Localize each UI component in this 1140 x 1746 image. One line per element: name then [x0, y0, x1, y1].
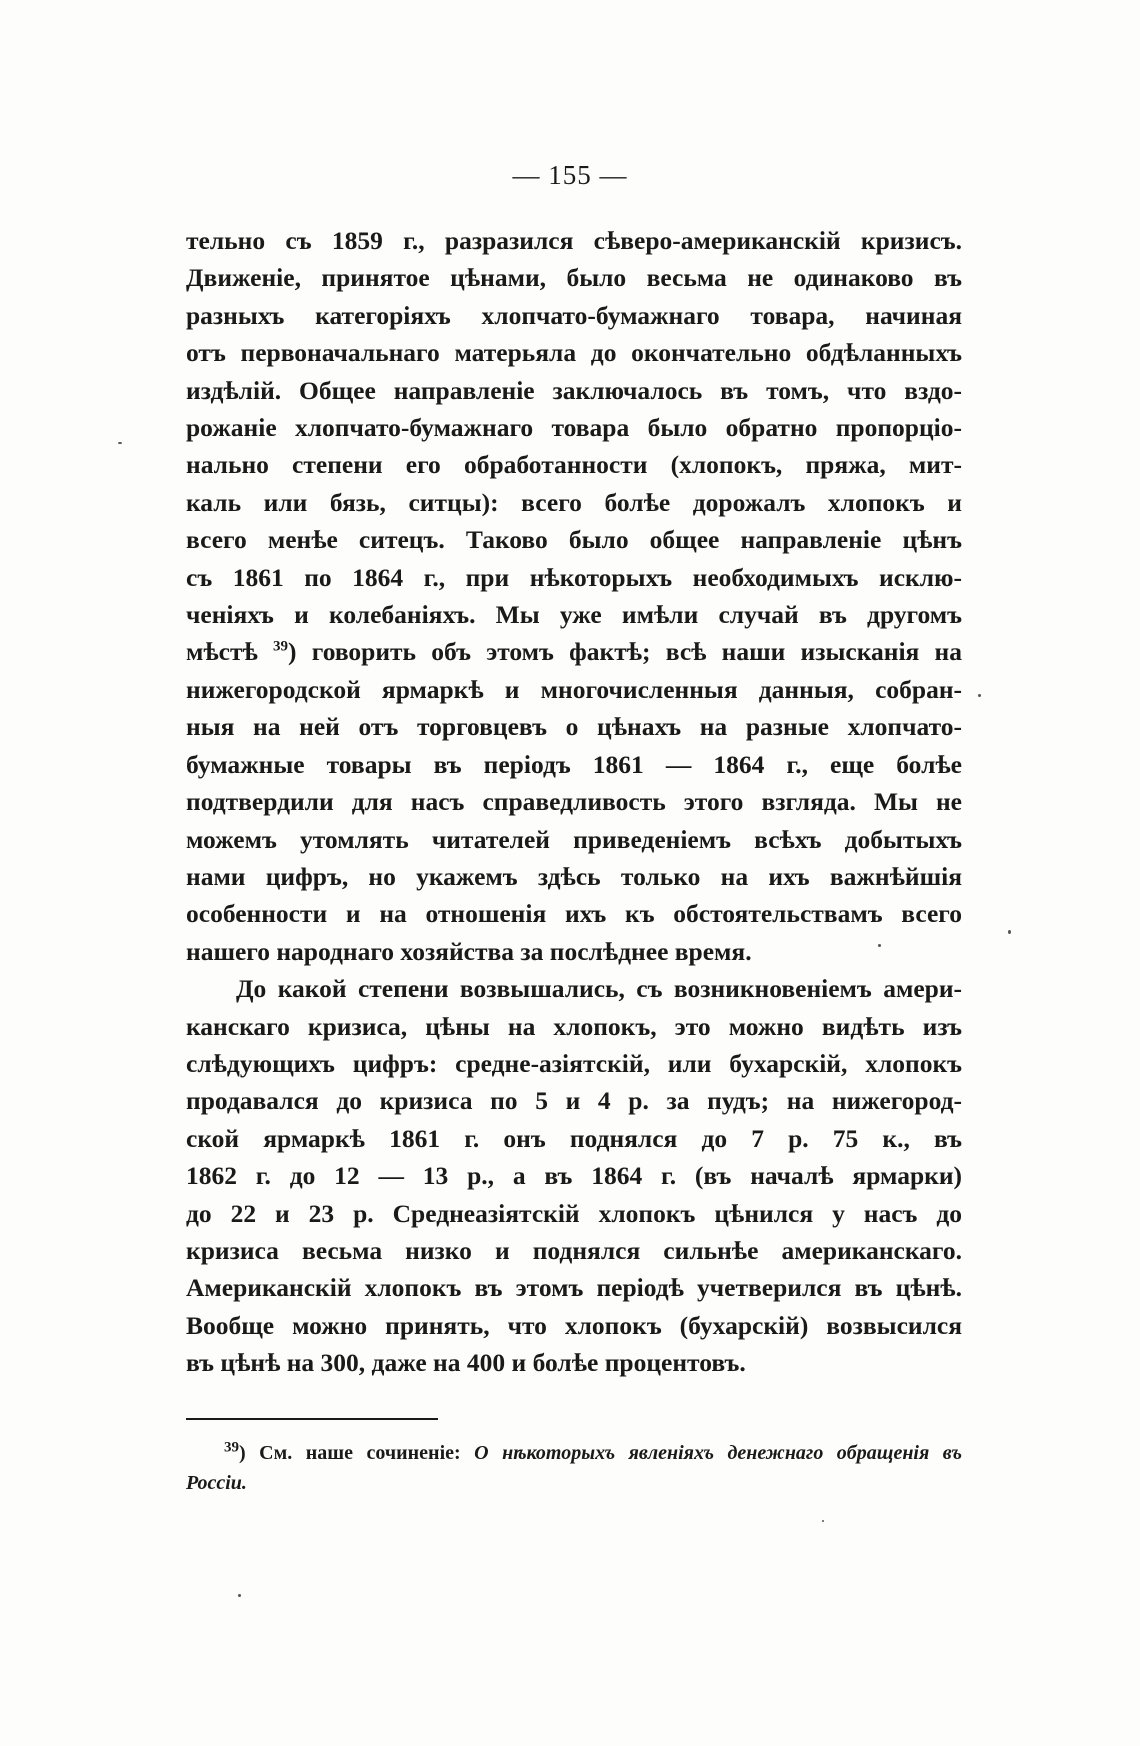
- text-line: разныхъ категоріяхъ хлопчато-бумажнаго товара, начиная: [186, 300, 962, 330]
- text-line: тельно съ 1859 г., разразился сѣверо-американскій кризисъ.: [186, 226, 962, 255]
- text-line: нашего народнаго хозяйства за послѣднее время.: [186, 936, 752, 966]
- text-line: 1862 г. до 12 — 13 р., а въ 1864 г. (въ началѣ ярмарки): [186, 1161, 962, 1191]
- paragraph-1: [186, 222, 962, 970]
- page-number: — 155 —: [512, 160, 628, 190]
- print-speck: [1008, 930, 1011, 934]
- text-line: издѣлій. Общее направленіе заключалось въ томъ, что вздо-: [186, 375, 962, 405]
- text-line: подтвердили для насъ справедливость этого взгляда. Мы не: [186, 787, 962, 817]
- text-line: въ цѣнѣ на 300, даже на 400 и болѣе процентовъ.: [186, 1348, 746, 1378]
- footnote-number: 39: [224, 1439, 239, 1456]
- footnote: [186, 1438, 962, 1498]
- text-line: кризиса весьма низко и поднялся сильнѣе американскаго.: [186, 1235, 962, 1265]
- text-line: каль или бязь, ситцы): всего болѣе дорожалъ хлопокъ и: [186, 487, 962, 517]
- text-line: до 22 и 23 р. Среднеазіятскій хлопокъ цѣнился у насъ до: [186, 1198, 962, 1228]
- text-line: нами цифръ, но укажемъ здѣсь только на ихъ важнѣйшія: [186, 861, 962, 891]
- text-line-with-footnote-ref: [186, 633, 962, 670]
- footnote-line: [186, 1438, 962, 1468]
- text-line: отъ первоначальнаго матерьяла до окончательно обдѣланныхъ: [186, 338, 962, 368]
- text-line: всего менѣе ситецъ. Таково было общее направленіе цѣнъ: [186, 525, 962, 555]
- text-line: ской ярмаркѣ 1861 г. онъ поднялся до 7 р. 75 к., въ: [186, 1123, 962, 1153]
- text-fragment: ) говорить объ этомъ фактѣ; всѣ наши изысканія на: [288, 637, 963, 667]
- print-speck: [822, 1520, 824, 1522]
- footnote-title: О нѣкоторыхъ явленіяхъ денежнаго обращенія въ: [474, 1442, 962, 1464]
- text-line: До какой степени возвышались, съ возникновеніемъ амери-: [236, 974, 962, 1004]
- text-line: можемъ утомлять читателей приведеніемъ всѣхъ добытыхъ: [186, 824, 962, 854]
- footnote-text: ) См. наше сочиненіе:: [239, 1442, 475, 1464]
- text-line: нижегородской ярмаркѣ и многочисленныя данныя, собран-: [186, 674, 962, 704]
- paragraph-2: [186, 970, 962, 1381]
- text-line: рожаніе хлопчато-бумажнаго товара было обратно пропорціо-: [186, 413, 962, 443]
- text-line: слѣдующихъ цифръ: средне-азіятскій, или бухарскій, хлопокъ: [186, 1048, 962, 1078]
- text-line: канскаго кризиса, цѣны на хлопокъ, это можно видѣть изъ: [186, 1011, 962, 1041]
- text-line: Вообще можно принять, что хлопокъ (бухарскій) возвысился: [186, 1310, 962, 1340]
- footnote-reference[interactable]: 39: [273, 638, 289, 655]
- text-line: ныя на ней отъ торговцевъ о цѣнахъ на разные хлопчато-: [186, 712, 962, 742]
- text-fragment: мѣстѣ: [186, 637, 274, 667]
- text-line: особенности и на отношенія ихъ къ обстоятельствамъ всего: [186, 899, 962, 929]
- print-speck: [878, 944, 881, 947]
- print-speck: [238, 1594, 241, 1597]
- body-text: [186, 222, 962, 1382]
- text-line: Американскій хлопокъ въ этомъ періодѣ учетверился въ цѣнѣ.: [186, 1273, 962, 1303]
- text-line: Движеніе, принятое цѣнами, было весьма не одинаково въ: [186, 263, 962, 293]
- text-line: съ 1861 по 1864 г., при нѣкоторыхъ необходимыхъ исклю-: [186, 562, 962, 592]
- text-line: продавался до кризиса по 5 и 4 р. за пудъ; на нижегород-: [186, 1086, 962, 1116]
- text-line: нально степени его обработанности (хлопокъ, пряжа, мит-: [186, 450, 962, 480]
- text-line: ченіяхъ и колебаніяхъ. Мы уже имѣли случай въ другомъ: [186, 600, 962, 630]
- footnote-divider: [186, 1418, 438, 1420]
- print-speck: [118, 442, 122, 444]
- text-line: бумажные товары въ періодъ 1861 — 1864 г., еще болѣе: [186, 749, 962, 779]
- print-speck: [978, 694, 981, 697]
- footnote-title-continued: Россіи.: [186, 1472, 247, 1494]
